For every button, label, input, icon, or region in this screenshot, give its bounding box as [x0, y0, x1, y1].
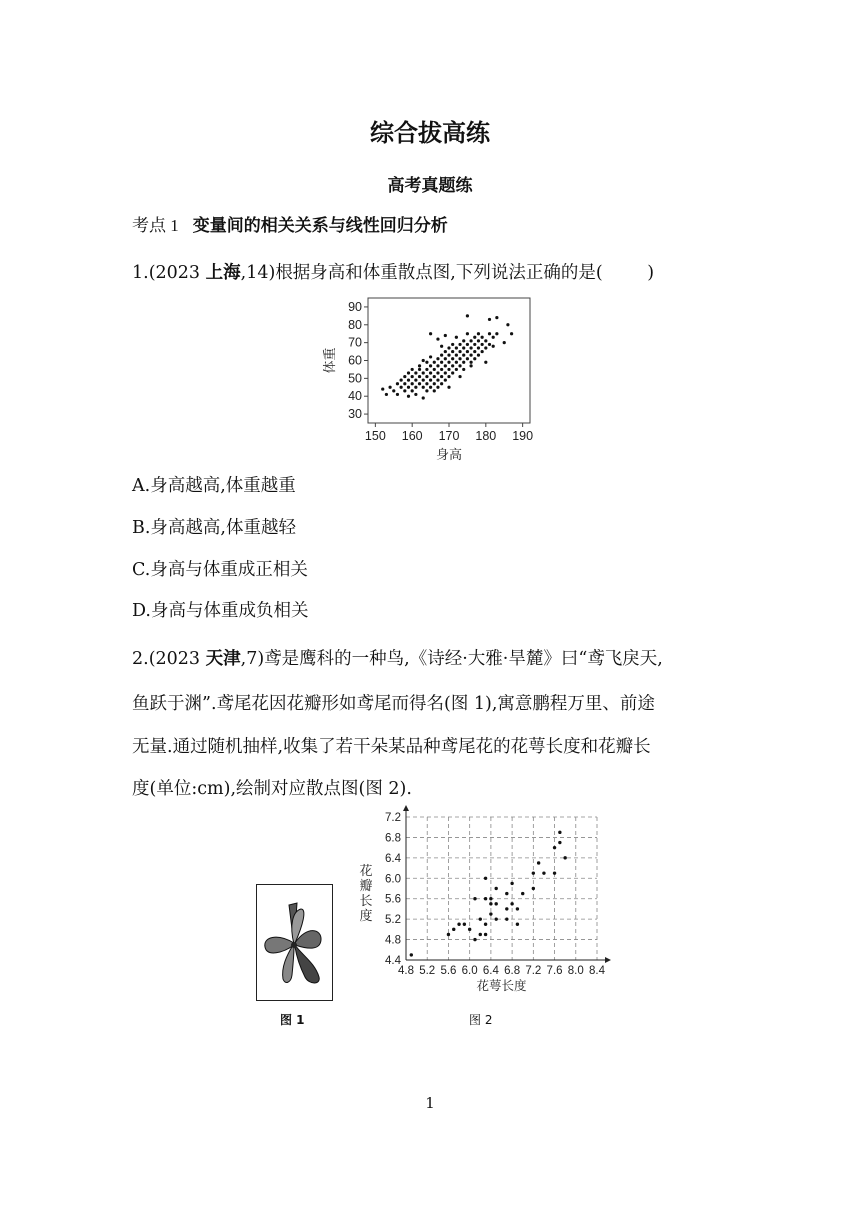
data-point [558, 841, 561, 844]
data-point [505, 907, 508, 910]
data-point [444, 334, 447, 337]
section-label: 变量间的相关关系与线性回归分析 [192, 216, 448, 236]
q1-option-b: B.身高越高,体重越轻 [132, 518, 296, 538]
data-point [484, 933, 487, 936]
q1-text: 根据身高和体重散点图,下列说法正确的是( [275, 263, 603, 283]
q1-open: (2023 [148, 263, 206, 283]
data-point [477, 354, 480, 357]
sepal-petal-scatter [352, 805, 617, 1005]
y-tick-label: 4.8 [385, 934, 401, 947]
x-tick-label: 7.6 [546, 965, 563, 977]
x-tick-label: 150 [364, 429, 386, 443]
q1-option-a: A.身高越高,体重越重 [132, 476, 296, 496]
data-point [488, 343, 491, 346]
data-point [481, 336, 484, 339]
data-point [495, 316, 498, 319]
iris-flower-illustration [257, 885, 332, 1000]
data-point [414, 393, 417, 396]
data-point [532, 871, 535, 874]
data-point [516, 923, 519, 926]
x-tick-label: 190 [512, 429, 534, 443]
data-point [392, 389, 395, 392]
data-point [396, 393, 399, 396]
q1-option-c: C.身高与体重成正相关 [132, 560, 308, 580]
data-point [444, 371, 447, 374]
data-point [458, 357, 461, 360]
data-point [422, 386, 425, 389]
data-point [455, 346, 458, 349]
data-point [418, 364, 421, 367]
data-point [469, 346, 472, 349]
x-tick-label: 170 [438, 429, 460, 443]
q1-number: 1. [132, 263, 149, 283]
data-point [481, 350, 484, 353]
data-point [484, 897, 487, 900]
y-axis-label: 体重 [322, 347, 337, 374]
data-point [532, 887, 535, 890]
x-tick-label: 8.4 [589, 965, 605, 977]
data-point [505, 892, 508, 895]
data-point [466, 350, 469, 353]
data-point [400, 386, 403, 389]
data-point [425, 375, 428, 378]
data-point [436, 371, 439, 374]
data-point [451, 371, 454, 374]
data-point [469, 339, 472, 342]
y-axis-label-char: 瓣 [359, 878, 373, 893]
data-point [473, 336, 476, 339]
data-point [425, 389, 428, 392]
x-tick-label: 5.6 [440, 965, 457, 977]
section-number: 考点 1 [132, 216, 179, 235]
data-point [447, 368, 450, 371]
x-tick-label: 8.0 [567, 965, 584, 977]
page-title: 综合拔高练 [370, 119, 490, 147]
data-point [411, 382, 414, 385]
data-point [484, 877, 487, 880]
q2-stem-line3: 无量.通过随机抽样,收集了若干朵某品种鸢尾花的花萼长度和花瓣长 [132, 737, 651, 757]
q1-answer-blank: ) [602, 263, 655, 283]
x-tick-label: 7.2 [525, 965, 542, 977]
data-point [425, 361, 428, 364]
data-point [447, 386, 450, 389]
data-point [553, 871, 556, 874]
data-point [444, 357, 447, 360]
data-point [451, 357, 454, 360]
data-point [458, 343, 461, 346]
x-axis-label: 花萼长度 [476, 979, 527, 993]
data-point [447, 933, 450, 936]
data-point [433, 375, 436, 378]
q2-source: 天津 [205, 649, 241, 669]
data-point [455, 354, 458, 357]
data-point [429, 371, 432, 374]
data-point [422, 379, 425, 382]
data-point [447, 354, 450, 357]
data-point [385, 393, 388, 396]
y-tick-label: 60 [348, 353, 362, 368]
data-point [433, 382, 436, 385]
data-point [451, 364, 454, 367]
data-point [473, 343, 476, 346]
data-point [429, 355, 432, 358]
x-tick-label: 6.0 [461, 965, 478, 977]
y-tick-label: 6.0 [385, 873, 401, 886]
data-point [433, 389, 436, 392]
q2-ref: ,7) [240, 649, 265, 669]
data-point [422, 359, 425, 362]
y-axis-label-char: 长 [359, 893, 373, 908]
data-point [422, 396, 425, 399]
data-point [418, 368, 421, 371]
data-point [484, 361, 487, 364]
data-point [457, 923, 460, 926]
data-point [436, 364, 439, 367]
data-point [458, 350, 461, 353]
data-point [418, 382, 421, 385]
data-point [489, 902, 492, 905]
x-tick-label: 4.8 [398, 965, 414, 977]
data-point [458, 375, 461, 378]
data-point [429, 332, 432, 335]
data-point [462, 354, 465, 357]
data-point [503, 341, 506, 344]
q1-ref: ,14) [240, 263, 276, 283]
page-number: 1 [425, 1094, 435, 1112]
y-tick-label: 70 [348, 335, 362, 350]
data-point [440, 345, 443, 348]
data-point [433, 368, 436, 371]
data-point [414, 379, 417, 382]
y-tick-label: 40 [348, 389, 362, 404]
figure-1-frame [256, 884, 333, 1001]
data-point [466, 343, 469, 346]
data-point [479, 917, 482, 920]
data-point [494, 902, 497, 905]
plot-frame [368, 298, 530, 423]
data-point [510, 332, 513, 335]
data-point [462, 361, 465, 364]
data-point [440, 375, 443, 378]
data-point [436, 357, 439, 360]
x-tick-label: 6.8 [504, 965, 521, 977]
data-point [447, 375, 450, 378]
data-point [440, 354, 443, 357]
data-point [462, 368, 465, 371]
data-point [488, 318, 491, 321]
data-point [479, 933, 482, 936]
data-point [414, 386, 417, 389]
data-point [411, 389, 414, 392]
q1-stem [132, 259, 654, 284]
data-point [425, 382, 428, 385]
y-tick-label: 5.6 [385, 893, 401, 906]
data-point [510, 882, 513, 885]
data-point [414, 371, 417, 374]
data-point [469, 354, 472, 357]
x-axis-label: 身高 [435, 447, 463, 462]
data-point [558, 831, 561, 834]
data-point [447, 346, 450, 349]
y-tick-label: 6.8 [385, 832, 401, 845]
data-point [489, 897, 492, 900]
x-axis-arrow [605, 957, 611, 963]
figure-2-caption: 图 2 [469, 1013, 493, 1027]
data-point [451, 350, 454, 353]
data-point [495, 332, 498, 335]
data-point [407, 395, 410, 398]
y-tick-label: 50 [348, 371, 362, 386]
data-point [444, 364, 447, 367]
data-point [469, 364, 472, 367]
height-weight-scatter [318, 290, 538, 465]
y-axis-arrow [403, 805, 409, 811]
data-point [462, 339, 465, 342]
y-axis-label-char: 度 [359, 908, 373, 923]
data-point [400, 379, 403, 382]
figure-1-caption: 图 1 [280, 1013, 305, 1027]
data-point [489, 912, 492, 915]
data-point [488, 332, 491, 335]
x-tick-label: 180 [475, 429, 497, 443]
data-point [444, 350, 447, 353]
data-point [466, 332, 469, 335]
data-point [506, 323, 509, 326]
data-point [429, 364, 432, 367]
data-point [429, 386, 432, 389]
data-point [396, 382, 399, 385]
y-tick-label: 80 [348, 317, 362, 332]
data-point [440, 382, 443, 385]
data-point [440, 368, 443, 371]
x-tick-label: 160 [401, 429, 423, 443]
data-point [466, 314, 469, 317]
data-point [455, 336, 458, 339]
q2-stem-line2: 鱼跃于渊”.鸢尾花因花瓣形如鸢尾而得名(图 1),寓意鹏程万里、前途 [132, 694, 655, 714]
page-subtitle: 高考真题练 [387, 176, 473, 196]
data-point [494, 887, 497, 890]
data-point [410, 953, 413, 956]
data-point [407, 371, 410, 374]
data-point [440, 361, 443, 364]
data-point [436, 337, 439, 340]
y-axis-label-char: 花 [359, 863, 373, 878]
data-point [473, 897, 476, 900]
data-point [411, 368, 414, 371]
data-point [477, 332, 480, 335]
data-point [403, 389, 406, 392]
y-tick-label: 30 [348, 407, 362, 422]
data-point [473, 357, 476, 360]
data-point [463, 923, 466, 926]
data-point [473, 938, 476, 941]
data-point [458, 364, 461, 367]
y-tick-label: 7.2 [385, 812, 401, 824]
data-point [403, 382, 406, 385]
data-point [425, 368, 428, 371]
data-point [436, 379, 439, 382]
data-point [436, 386, 439, 389]
y-tick-label: 90 [348, 299, 362, 314]
data-point [455, 368, 458, 371]
data-point [388, 386, 391, 389]
data-point [407, 386, 410, 389]
data-point [516, 907, 519, 910]
data-point [484, 339, 487, 342]
data-point [469, 361, 472, 364]
data-point [452, 928, 455, 931]
q1-option-d: D.身高与体重成负相关 [132, 601, 309, 621]
x-tick-label: 5.2 [419, 965, 436, 977]
q1-source: 上海 [205, 263, 241, 283]
data-point [407, 379, 410, 382]
data-point [484, 346, 487, 349]
data-point [418, 375, 421, 378]
data-point [505, 917, 508, 920]
data-point [422, 371, 425, 374]
data-point [494, 917, 497, 920]
data-point [451, 343, 454, 346]
data-point [433, 361, 436, 364]
data-point [403, 375, 406, 378]
data-point [481, 343, 484, 346]
data-point [477, 339, 480, 342]
data-point [492, 336, 495, 339]
data-point [468, 928, 471, 931]
data-point [563, 856, 566, 859]
data-point [466, 357, 469, 360]
x-tick-label: 6.4 [482, 965, 499, 977]
y-tick-label: 5.2 [385, 914, 401, 927]
section-heading [132, 211, 448, 236]
data-point [462, 346, 465, 349]
data-point [521, 892, 524, 895]
data-point [447, 361, 450, 364]
data-point [444, 379, 447, 382]
data-point [542, 871, 545, 874]
y-tick-label: 6.4 [385, 852, 401, 865]
data-point [510, 902, 513, 905]
data-point [381, 387, 384, 390]
q2-open: (2023 [148, 649, 206, 669]
data-point [553, 846, 556, 849]
q2-stem-line1 [132, 645, 663, 670]
data-point [455, 361, 458, 364]
data-point [537, 861, 540, 864]
q2-stem-line4: 度(单位:cm),绘制对应散点图(图 2). [132, 779, 412, 799]
data-point [477, 346, 480, 349]
data-point [429, 379, 432, 382]
q2-text-1: 鸢是鹰科的一种鸟,《诗经·大雅·旱麓》曰“鸢飞戾天, [264, 649, 663, 669]
data-point [411, 375, 414, 378]
q2-number: 2. [132, 649, 149, 669]
y-tick-label: 4.4 [385, 955, 401, 967]
data-point [492, 345, 495, 348]
data-point [473, 350, 476, 353]
data-point [484, 923, 487, 926]
